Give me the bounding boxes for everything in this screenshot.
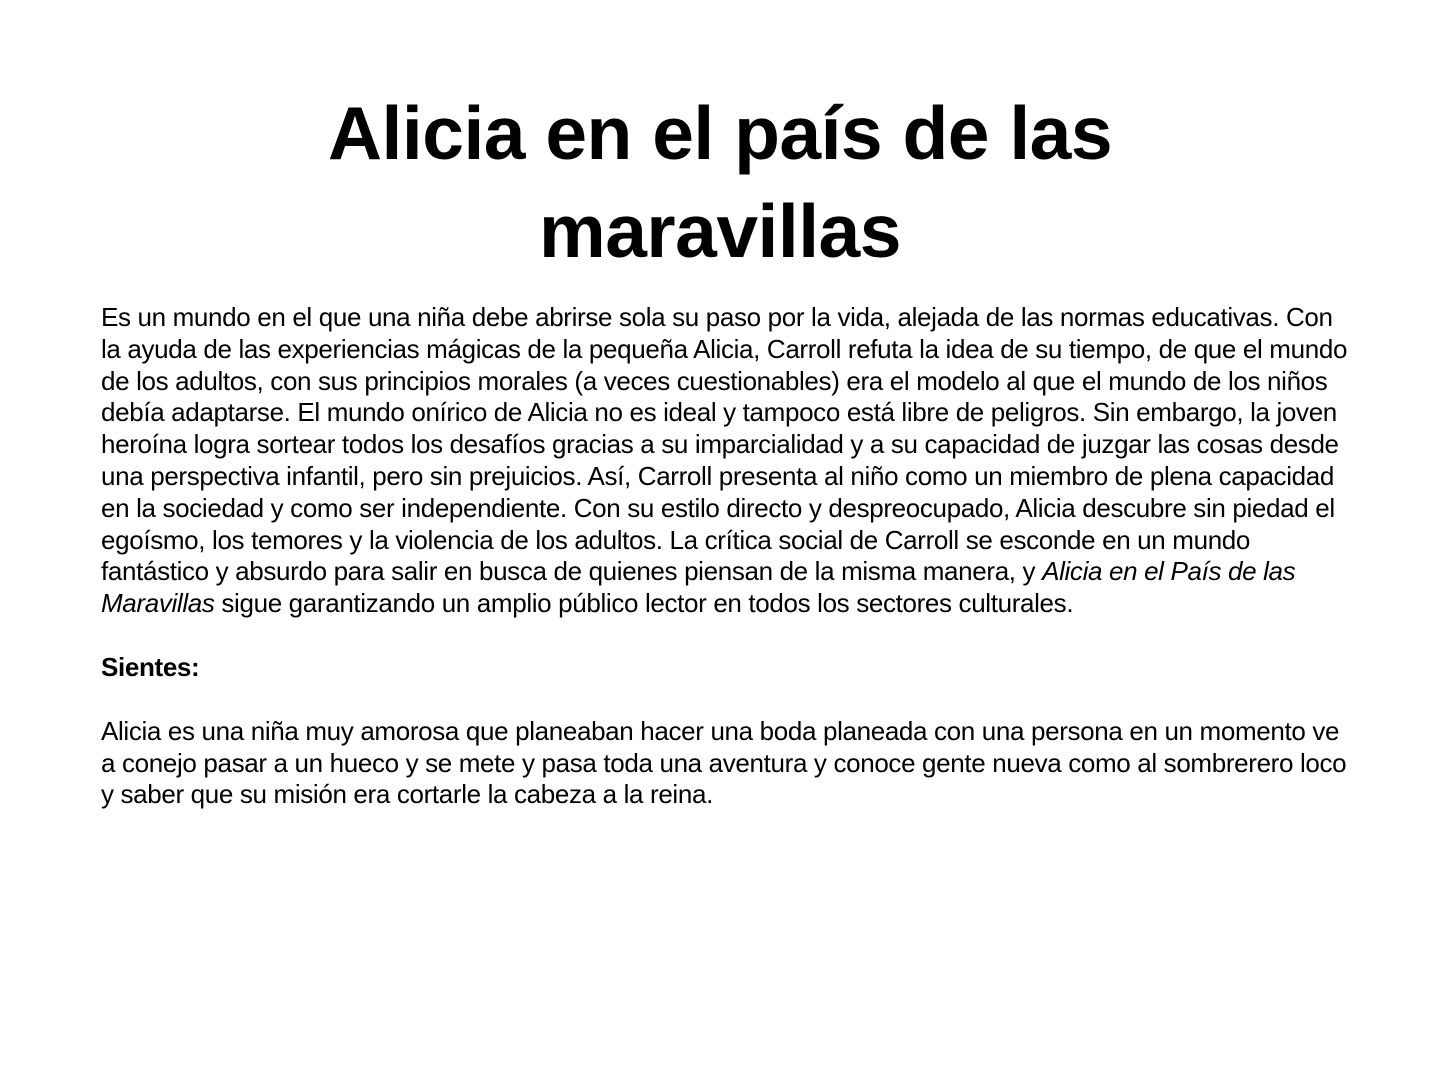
- slide-body: [101, 302, 1351, 811]
- section-heading: Sientes:: [101, 651, 200, 682]
- paragraph-feelings: Alicia es una niña muy amorosa que planeaban hacer una boda planeada con una persona en un momento ve a conejo pasar a un hueco y se mete y pasa toda una aventura y conoce gente nueva como al sombrerero loco y saber que su misión era cortarle la cabeza a la reina.: [101, 715, 1347, 810]
- paragraph-summary-text: Es un mundo en el que una niña debe abrirse sola su paso por la vida, alejada de las normas educativas. Con la ayuda de las experiencias mágicas de la pequeña Alicia, Carroll refuta la idea de su tiempo, de que el mundo de los adultos, con sus principios morales (a veces cuestionables) era el modelo al que el mundo de los niños debía adaptarse. El mundo onírico de Alicia no es ideal y tampoco está libre de peligros. Sin embargo, la joven heroína logra sortear todos los desafíos gracias a su imparcialidad y a su capacidad de juzgar las cosas desde una perspectiva infantil, pero sin prejuicios. Así, Carroll presenta al niño como un miembro de plena capacidad en la sociedad y como ser independiente. Con su estilo directo y despreocupado, Alicia descubre sin piedad el egoísmo, los temores y la violencia de los adultos. La crítica social de Carroll se esconde en un mundo fantástico y absurdo para salir en busca de quienes piensan de la misma manera, y: [101, 302, 1348, 587]
- paragraph-summary: [101, 302, 1351, 620]
- slide-title: Alicia en el país de las maravillas: [327, 91, 1113, 273]
- book-title-italic: Alicia en el País de las Maravillas: [101, 556, 1296, 619]
- paragraph-summary-ending: sigue garantizando un amplio público lector en todos los sectores culturales.: [214, 588, 1074, 619]
